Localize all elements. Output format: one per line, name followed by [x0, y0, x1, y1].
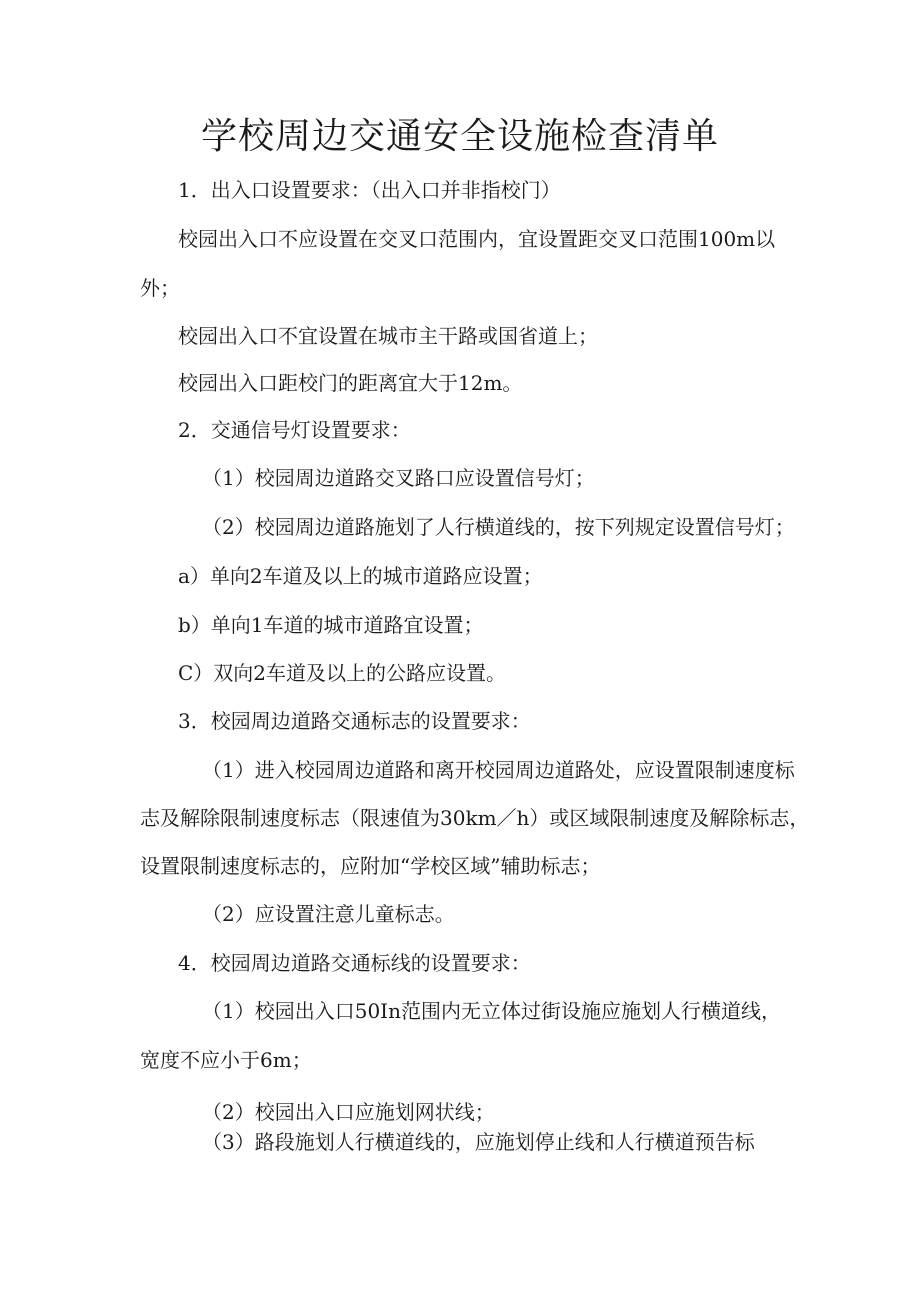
- paragraph-line: 志及解除限制速度标志（限速值为30km／h）或区域限制速度及解除标志，: [140, 806, 810, 830]
- section-2-heading: 2．交通信号灯设置要求：: [178, 418, 411, 442]
- paragraph-line: 外；: [140, 276, 180, 300]
- list-item: （2）校园出入口应施划网状线；: [202, 1100, 495, 1124]
- paragraph-line: 校园出入口不宜设置在城市主干路或国省道上；: [178, 324, 598, 348]
- paragraph-line: 校园出入口不应设置在交叉口范围内，宜设置距交叉口范围100m以: [178, 227, 776, 251]
- list-item: a）单向2车道及以上的城市道路应设置；: [178, 564, 543, 588]
- list-item: （2）应设置注意儿童标志。: [202, 902, 455, 926]
- list-item: （1）进入校园周边道路和离开校园周边道路处，应设置限制速度标: [202, 758, 795, 782]
- list-item: （3）路段施划人行横道线的，应施划停止线和人行横道预告标: [202, 1130, 755, 1154]
- list-item: （1）校园周边道路交叉路口应设置信号灯；: [202, 466, 595, 490]
- list-item: （1）校园出入口50In范围内无立体过街设施应施划人行横道线，: [202, 999, 781, 1023]
- document-title: 学校周边交通安全设施检查清单: [200, 116, 719, 157]
- list-item: C）双向2车道及以上的公路应设置。: [178, 661, 507, 685]
- section-3-heading: 3．校园周边道路交通标志的设置要求：: [178, 709, 531, 733]
- paragraph-line: 宽度不应小于6m；: [140, 1048, 312, 1072]
- list-item: b）单向1车道的城市道路宜设置；: [178, 613, 484, 637]
- section-4-heading: 4．校园周边道路交通标线的设置要求：: [178, 951, 531, 975]
- paragraph-line: 设置限制速度标志的，应附加“学校区域”辅助标志；: [140, 854, 601, 878]
- list-item: （2）校园周边道路施划了人行横道线的，按下列规定设置信号灯；: [202, 515, 795, 539]
- paragraph-line: 校园出入口距校门的距离宜大于12m。: [178, 371, 523, 395]
- section-1-heading: 1．出入口设置要求：（出入口并非指校门）: [178, 178, 561, 202]
